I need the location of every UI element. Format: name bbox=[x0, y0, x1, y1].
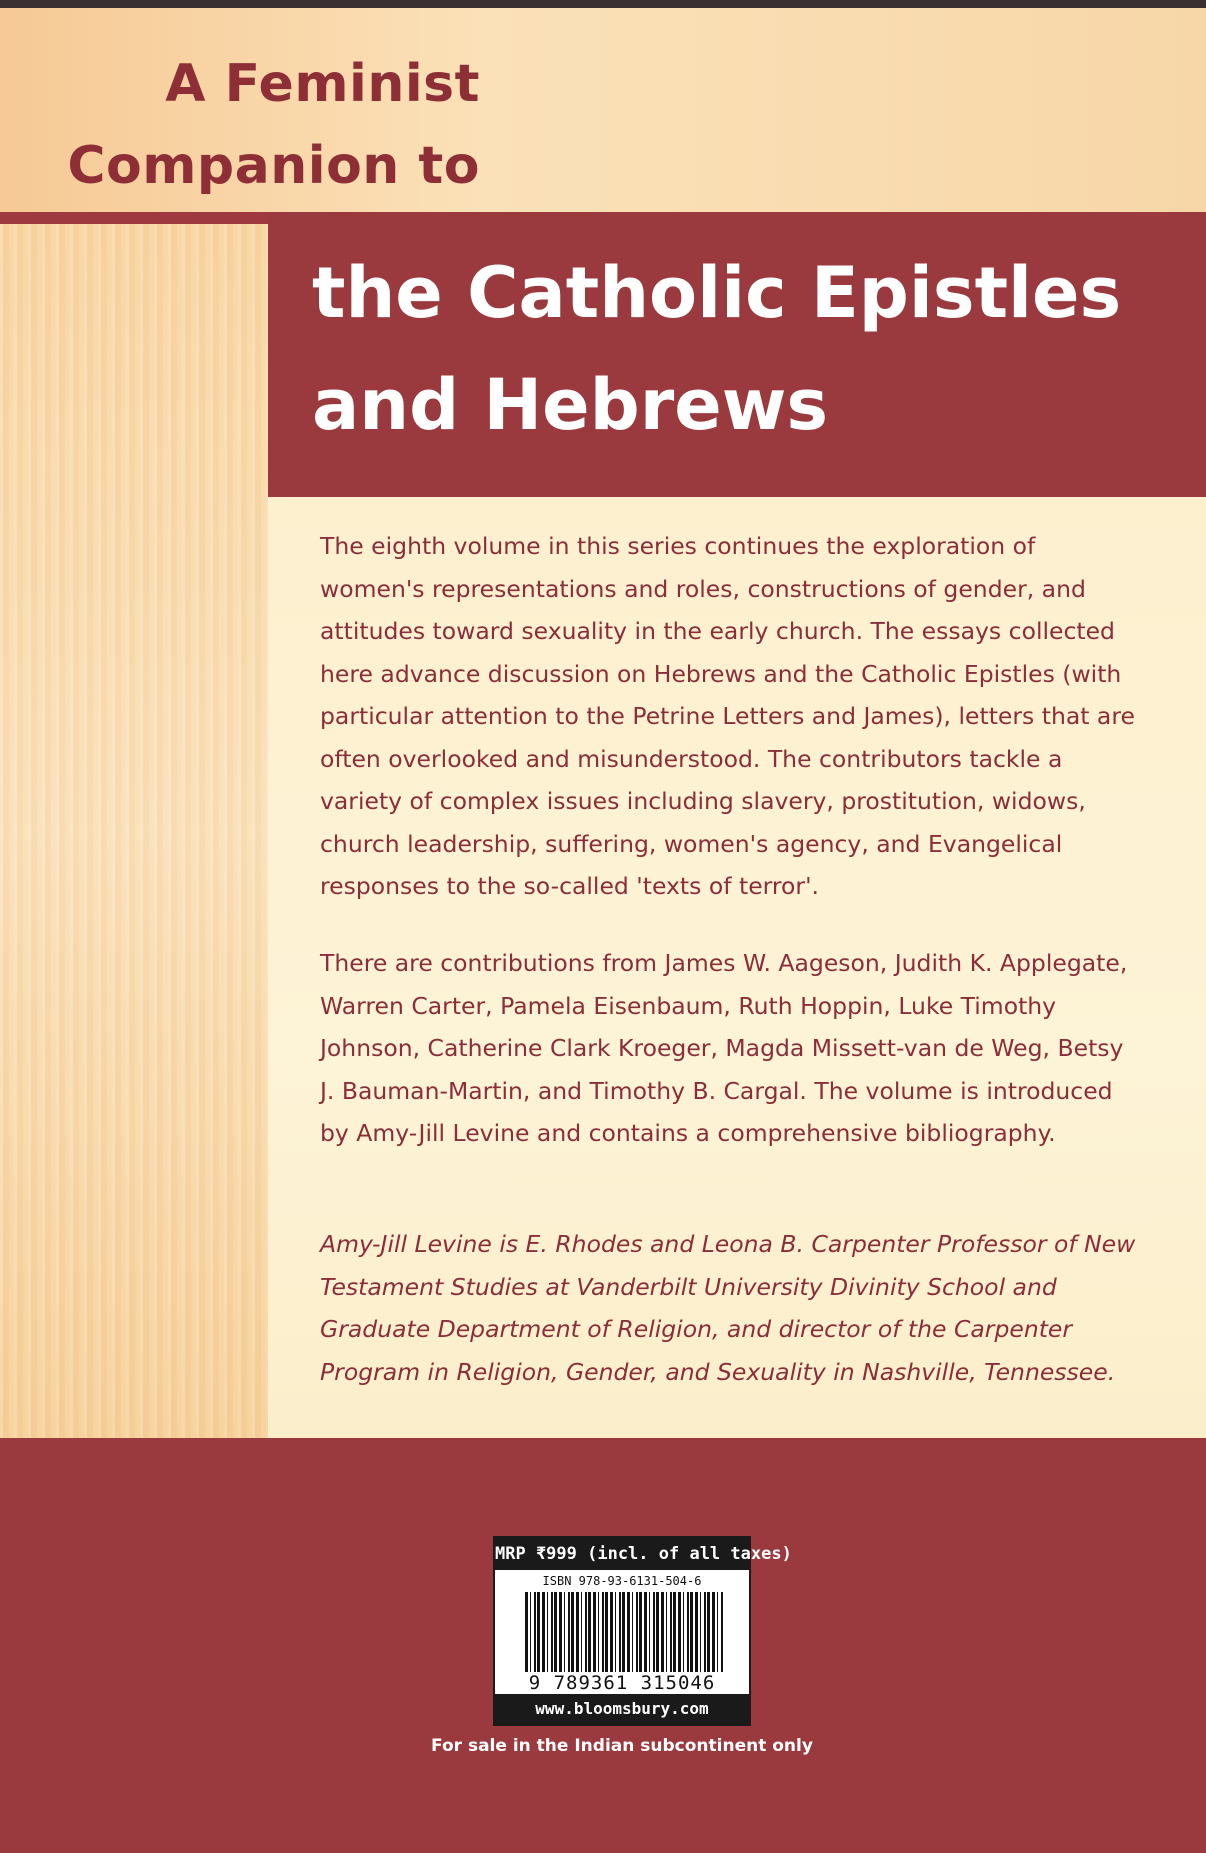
series-title-line-2: Companion to bbox=[67, 136, 480, 196]
blurb-paragraph-contributors: There are contributions from James W. Aageson, Judith K. Applegate, Warren Carter, Pamela Eisenbaum, Ruth Hoppin, Luke Timothy Johnson, Catherine Clark Kroeger, Magda Missett-van de Weg, Betsy J. Bauman-Martin, and Timothy B. Cargal. The volume is introduced by Amy-Jill Levine and contains a comprehensive bibliography. bbox=[320, 949, 1128, 1147]
top-edge bbox=[0, 0, 1206, 8]
series-title-line-1: A Feminist bbox=[165, 54, 480, 114]
barcode-digits: 9 789361 315046 bbox=[528, 1672, 716, 1694]
blurb-paragraph-summary: The eighth volume in this series continues the exploration of women's representations and roles, constructions of gender, and attitudes toward sexuality in the early church. The essays collected here advance discussion on Hebrews and the Catholic Epistles (with particular attention to the Petrine Letters and James), letters that are often overlooked and misunderstood. The contributors tackle a variety of complex issues including slavery, prostitution, widows, church leadership, suffering, women's agency, and Evangelical responses to the so-called 'texts of terror'. bbox=[320, 532, 1135, 900]
isbn-text: ISBN 978-93-6131-504-6 bbox=[542, 1574, 702, 1588]
book-title-line-2: and Hebrews bbox=[312, 364, 829, 446]
publisher-website: www.bloomsbury.com bbox=[495, 1694, 749, 1724]
price-label: MRP ₹999 (incl. of all taxes) bbox=[495, 1538, 749, 1570]
decorative-left-panel bbox=[0, 224, 268, 1438]
sale-restriction-note: For sale in the Indian subcontinent only bbox=[431, 1736, 813, 1756]
book-title-line-1: the Catholic Epistles bbox=[312, 252, 1122, 334]
editor-bio: Amy-Jill Levine is E. Rhodes and Leona B. Carpenter Professor of New Testament Studies at Vanderbilt University Divinity School and Graduate Department of Religion, and director of the Carpenter Program in Religion, Gender, and Sexuality in Nashville, Tennessee. bbox=[320, 1230, 1136, 1386]
barcode-bars bbox=[525, 1592, 723, 1672]
barcode-label bbox=[493, 1536, 792, 1726]
